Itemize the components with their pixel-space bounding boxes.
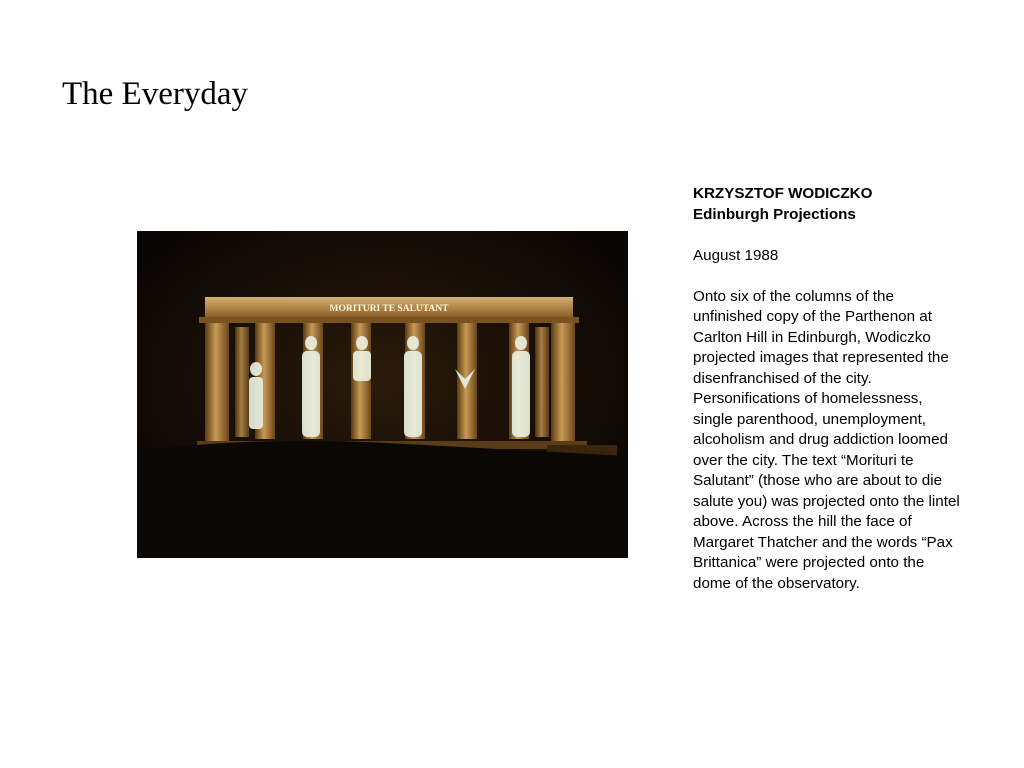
column (205, 323, 229, 443)
projected-figure (353, 351, 371, 381)
caption (693, 184, 963, 594)
artist-name: KRZYSZTOF WODICZKO (693, 185, 873, 202)
work-date: August 1988 (693, 246, 779, 264)
work-description: Onto six of the columns of the unfinished copy of the Parthenon at Carlton Hill in Edinburgh, Wodiczko projected images that represented the disenfranchised of the city. Personifications of homelessness, single parenthood, unemployment, alcoholism and drug addiction loomed over the city. The text “Morituri te Salutant” (those who are about to die salute you) was projected onto the lintel above. Across the hill the face of Margaret Thatcher and the words “Pax Brittanica” were projected onto the dome of the observatory. (693, 287, 960, 592)
hill (137, 441, 628, 558)
photo-illustration (137, 231, 628, 558)
projected-figure (356, 336, 368, 350)
slide-title: The Everyday (62, 76, 248, 112)
column (551, 323, 575, 443)
work-title: Edinburgh Projections (693, 205, 856, 223)
column (535, 327, 549, 437)
projected-figure (404, 351, 422, 437)
projected-figure (302, 351, 320, 437)
projected-figure (407, 336, 419, 350)
projected-figure (512, 351, 530, 437)
projected-figure (515, 336, 527, 350)
lintel-projection-text: MORITURI TE SALUTANT (329, 304, 449, 314)
projected-figure (249, 377, 263, 429)
lintel-base (199, 317, 579, 323)
column (235, 327, 249, 437)
projected-figure (305, 336, 317, 350)
projected-figure (250, 362, 262, 376)
parthenon-projection-photo (137, 231, 628, 558)
